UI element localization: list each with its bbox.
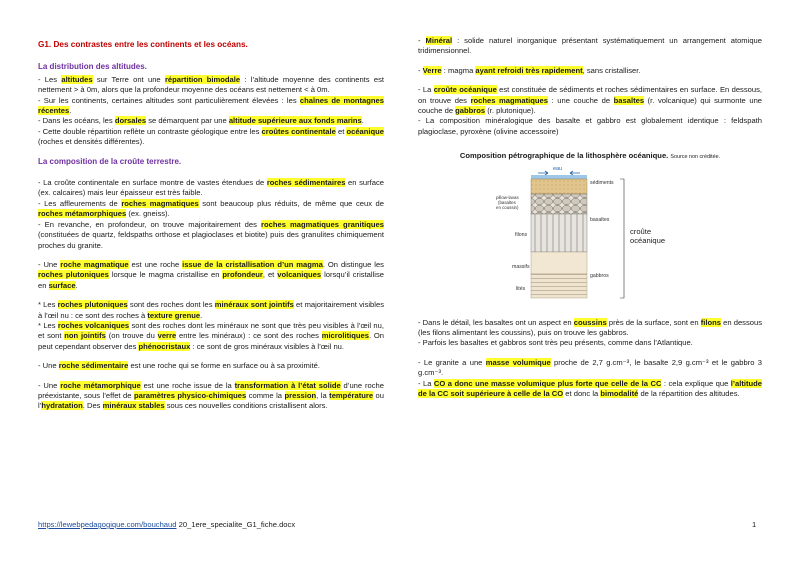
highlighted-term: croûte océanique <box>433 85 497 95</box>
highlighted-term: roches plutoniques <box>57 300 128 310</box>
figure-source: Source non créditée. <box>670 154 721 161</box>
highlighted-term: roches magmatiques <box>121 198 199 208</box>
section-title: G1. Des contrastes entre les continents et les océans. <box>38 40 248 49</box>
text-run: (on trouve du <box>105 331 158 341</box>
text-run: - La <box>418 85 434 95</box>
text-run: est constituée de sédiments et roches sédimentaires en surface. En dessous, on trouve des <box>418 85 762 105</box>
highlighted-term: masse volumique <box>485 357 551 367</box>
figure-title-text: Composition pétrographique de la lithosphère océanique. <box>459 151 669 161</box>
highlighted-term: basaltes <box>613 95 645 105</box>
highlighted-term: altitudes <box>61 74 93 84</box>
label-gabbros: gabbros <box>590 272 609 279</box>
paragraph <box>418 66 762 76</box>
highlighted-term: minéraux stables <box>102 401 165 411</box>
text-run: . <box>69 106 72 116</box>
paragraph <box>418 85 762 116</box>
highlighted-term: dorsales <box>114 116 147 126</box>
text-run: - La <box>418 378 434 388</box>
text-run: : une couche de <box>548 95 614 105</box>
highlighted-term: roches volcaniques <box>57 320 130 330</box>
text-run: - Parfois les basaltes et gabbros sont très peu présents, comme dans l’Atlantique. <box>418 338 693 348</box>
highlighted-term: hydratation <box>41 401 83 411</box>
text-run: de la répartition des altitudes. <box>638 389 740 399</box>
highlighted-term: Verre <box>422 65 442 75</box>
label-pillow-1: pillow-lavas <box>496 194 519 200</box>
text-run: . <box>75 280 78 290</box>
text-run: . On peut cependant observer des <box>38 331 384 351</box>
highlighted-term: océanique <box>346 126 385 136</box>
highlighted-term: volcaniques <box>277 270 322 280</box>
paragraph <box>38 381 384 412</box>
highlighted-term: microlitiques <box>321 331 369 341</box>
text-run: , sans cristalliser. <box>582 65 641 75</box>
highlighted-term: verre <box>157 331 177 341</box>
text-run: - Une <box>38 380 61 390</box>
paragraph <box>418 338 762 348</box>
text-run: - Une <box>38 361 59 371</box>
highlighted-term: roche métamorphique <box>60 380 141 390</box>
text-run: sont des roches dont les minéraux ne sont que très peu visibles à l’œil nu, et sont <box>38 320 384 341</box>
text-run: - <box>418 65 423 75</box>
highlighted-term: altitude supérieure aux fonds marins <box>228 116 362 126</box>
paragraph <box>38 321 384 352</box>
text-run: * Les <box>38 320 58 330</box>
text-run: - Cette double répartition reflète un contraste géologique entre les <box>38 126 262 136</box>
paragraph <box>418 116 762 137</box>
text-run: est une roche qui se forme en surface ou à sa proximité. <box>128 361 320 371</box>
text-run: est une roche issue de la <box>140 380 235 390</box>
text-run: - La composition minéralogique des basalte et gabbro est globalement identique : feldspath plagioclase, pyroxène (olivine accessoire) <box>418 116 762 136</box>
paragraph <box>38 300 384 321</box>
text-run: en dessous (les filons alimentant les coussins), puis on trouve les gabbros. <box>418 317 763 338</box>
text-run: . <box>200 310 203 320</box>
highlighted-term: roches sédimentaires <box>266 178 346 188</box>
highlighted-term: ayant refroidi très rapidement <box>475 65 583 75</box>
highlighted-term: roches métamorphiques <box>38 209 127 219</box>
highlighted-term: issue de la cristallisation d’un magma <box>182 259 323 269</box>
label-massifs: massifs <box>512 263 530 270</box>
layer-water <box>531 175 587 179</box>
highlighted-term: croûtes continentale <box>261 126 336 136</box>
text-run: se démarquent par une <box>146 116 229 126</box>
paragraph <box>38 220 384 251</box>
label-sediments: sédiments <box>590 179 614 186</box>
highlighted-term: surface <box>48 280 76 290</box>
paragraph <box>38 116 384 126</box>
highlighted-term: profondeur <box>222 270 263 280</box>
text-run: (r. plutonique). <box>485 106 536 116</box>
highlighted-term: non jointifs <box>64 331 106 341</box>
paragraph <box>38 127 384 148</box>
highlighted-term: roche magmatique <box>60 259 129 269</box>
text-run: : solide naturel inorganique présentant systématiquement un arrangement atomique tridimensionnel. <box>418 36 762 56</box>
text-run: - Sur les continents, certaines altitudes sont particulièrement élevées : les <box>38 95 300 105</box>
text-run: ou l’ <box>38 390 385 411</box>
highlighted-term: coussins <box>573 317 607 327</box>
heading-altitudes: La distribution des altitudes. <box>38 62 147 72</box>
paragraph <box>38 260 384 291</box>
right-column <box>418 36 762 400</box>
highlighted-term: roches magmatiques granitiques <box>261 219 384 229</box>
paragraph <box>418 379 762 400</box>
text-run: , et <box>262 270 278 280</box>
text-run: en surface (ex. calcaires) mais leur épaisseur est très faible. <box>38 178 384 198</box>
highlighted-term: roches magmatiques <box>470 95 549 105</box>
layer-massive-gabbro <box>531 252 587 274</box>
highlighted-term: transformation à l’état solide <box>234 380 341 390</box>
paragraph <box>418 358 762 379</box>
text-run: - Dans le détail, les basaltes ont un aspect en <box>418 317 574 327</box>
highlighted-term: chaînes de montagnes récentes <box>38 95 384 116</box>
text-run: comme la <box>246 390 285 400</box>
highlighted-term: pression <box>284 390 317 400</box>
layer-dykes <box>531 214 587 252</box>
highlighted-term: phénocristaux <box>138 341 191 351</box>
paragraph <box>38 361 384 371</box>
figure-title <box>418 151 762 162</box>
highlighted-term: bimodalité <box>600 389 639 399</box>
text-run: . <box>361 116 364 126</box>
text-run: - Les <box>38 74 62 84</box>
label-eau: eau <box>553 165 562 172</box>
text-run: près de la surface, sont en <box>606 317 701 327</box>
page-number: 1 <box>752 520 757 529</box>
label-pillow-2: (basaltes <box>498 199 516 205</box>
text-run: (r. volcanique) qui surmonte une couche de <box>418 95 763 116</box>
highlighted-term: température <box>329 390 374 400</box>
text-run: est une roche <box>128 259 183 269</box>
highlighted-term: CO a donc une masse volumique plus forte que celle de la CC <box>433 378 662 388</box>
text-run: sur Terre ont une <box>92 74 165 84</box>
label-lites: lités <box>516 285 526 292</box>
text-run: sous ces nouvelles conditions cristallisent alors. <box>164 401 328 411</box>
text-run: - Le granite a une <box>418 357 486 367</box>
highlighted-term: filons <box>700 317 721 327</box>
paragraph <box>38 96 384 117</box>
paragraph <box>418 318 762 339</box>
text-run: sont des roches dont les <box>127 300 215 310</box>
text-run: : ce sont de gros minéraux visibles à l’œil nu. <box>190 341 345 351</box>
highlighted-term: gabbros <box>455 106 486 116</box>
layer-pillow-lavas <box>531 194 587 214</box>
oceanic-crust-diagram <box>418 163 762 313</box>
footer-link[interactable]: https://lewebpedagogique.com/bouchaud <box>38 520 177 529</box>
text-run: et donc la <box>563 389 601 399</box>
text-run: - Dans les océans, les <box>38 116 115 126</box>
label-pillow-3: en coussin) <box>496 204 519 210</box>
text-run: d’une roche préexistante, sous l’effet de <box>38 380 384 400</box>
left-column <box>38 36 384 412</box>
highlighted-term: roche sédimentaire <box>58 361 129 371</box>
text-run: - Une <box>38 259 61 269</box>
highlighted-term: répartition bimodale <box>164 74 241 84</box>
text-run: (roches et densités différentes). <box>38 137 145 147</box>
paragraph <box>38 75 384 96</box>
footer <box>38 520 295 529</box>
highlighted-term: minéraux sont jointifs <box>214 300 294 310</box>
text-run: - Les affleurements de <box>38 198 122 208</box>
arrow-icon <box>570 171 580 175</box>
text-run: : cela explique que <box>661 378 731 388</box>
text-run: sont beaucoup plus réduits, de même que ceux de <box>198 198 385 208</box>
label-croute-1: croûte <box>630 226 652 236</box>
layer-sediments <box>531 179 587 194</box>
highlighted-term: texture grenue <box>147 310 201 320</box>
text-run: * Les <box>38 300 58 310</box>
text-run: et majoritairement visibles à l’œil nu : ce sont des roches à <box>38 300 384 320</box>
label-croute-2: océanique <box>630 235 666 245</box>
paragraph <box>38 199 384 220</box>
text-run: (ex. gneiss). <box>126 209 170 219</box>
footer-filename: 20_1ere_specialite_G1_fiche.docx <box>176 520 296 529</box>
heading-composition: La composition de la croûte terrestre. <box>38 156 182 166</box>
highlighted-term: paramètres physico-chimiques <box>133 390 247 400</box>
text-run: . Des <box>82 401 103 411</box>
text-run: lorsque le magma cristallise en <box>108 270 223 280</box>
oceanic-crust-figure <box>418 163 762 313</box>
text-run: - La croûte continentale en surface montre de vastes étendues de <box>38 178 267 188</box>
text-run: : magma <box>441 65 476 75</box>
brace-bracket <box>620 179 624 298</box>
text-run: : l’altitude moyenne des continents est nettement > à 0m, alors que la profondeur moyenne des océans est nettement < à 0m. <box>38 74 384 95</box>
text-run: entre les minéraux) : ce sont des roches <box>176 331 322 341</box>
text-run: - <box>418 36 426 45</box>
text-run: lorsqu’il cristallise en <box>38 270 384 290</box>
text-run: , la <box>316 390 330 400</box>
paragraph <box>38 178 384 199</box>
highlighted-term: l’altitude de la CC soit supérieure à celle de la CO <box>418 378 763 399</box>
text-run: et <box>335 126 347 136</box>
text-run: - En revanche, en profondeur, on trouve majoritairement des <box>38 219 262 229</box>
label-filons: filons <box>515 231 528 238</box>
highlighted-term: Minéral <box>425 36 453 45</box>
label-basaltes: basaltes <box>590 216 610 223</box>
arrow-icon <box>538 171 548 175</box>
paragraph <box>418 36 762 57</box>
layer-layered-gabbro <box>531 274 587 298</box>
highlighted-term: roches plutoniques <box>38 270 109 280</box>
text-run: proche de 2,7 g.cm⁻³, le basalte 2,9 g.cm⁻³ et le gabbro 3 g.cm⁻³. <box>418 357 763 378</box>
text-run: (constituées de quartz, feldspaths orthose et plagioclases et biotite) puis des granulites chimiquement proches du granite. <box>38 230 384 250</box>
text-run: . On distingue les <box>322 259 384 269</box>
